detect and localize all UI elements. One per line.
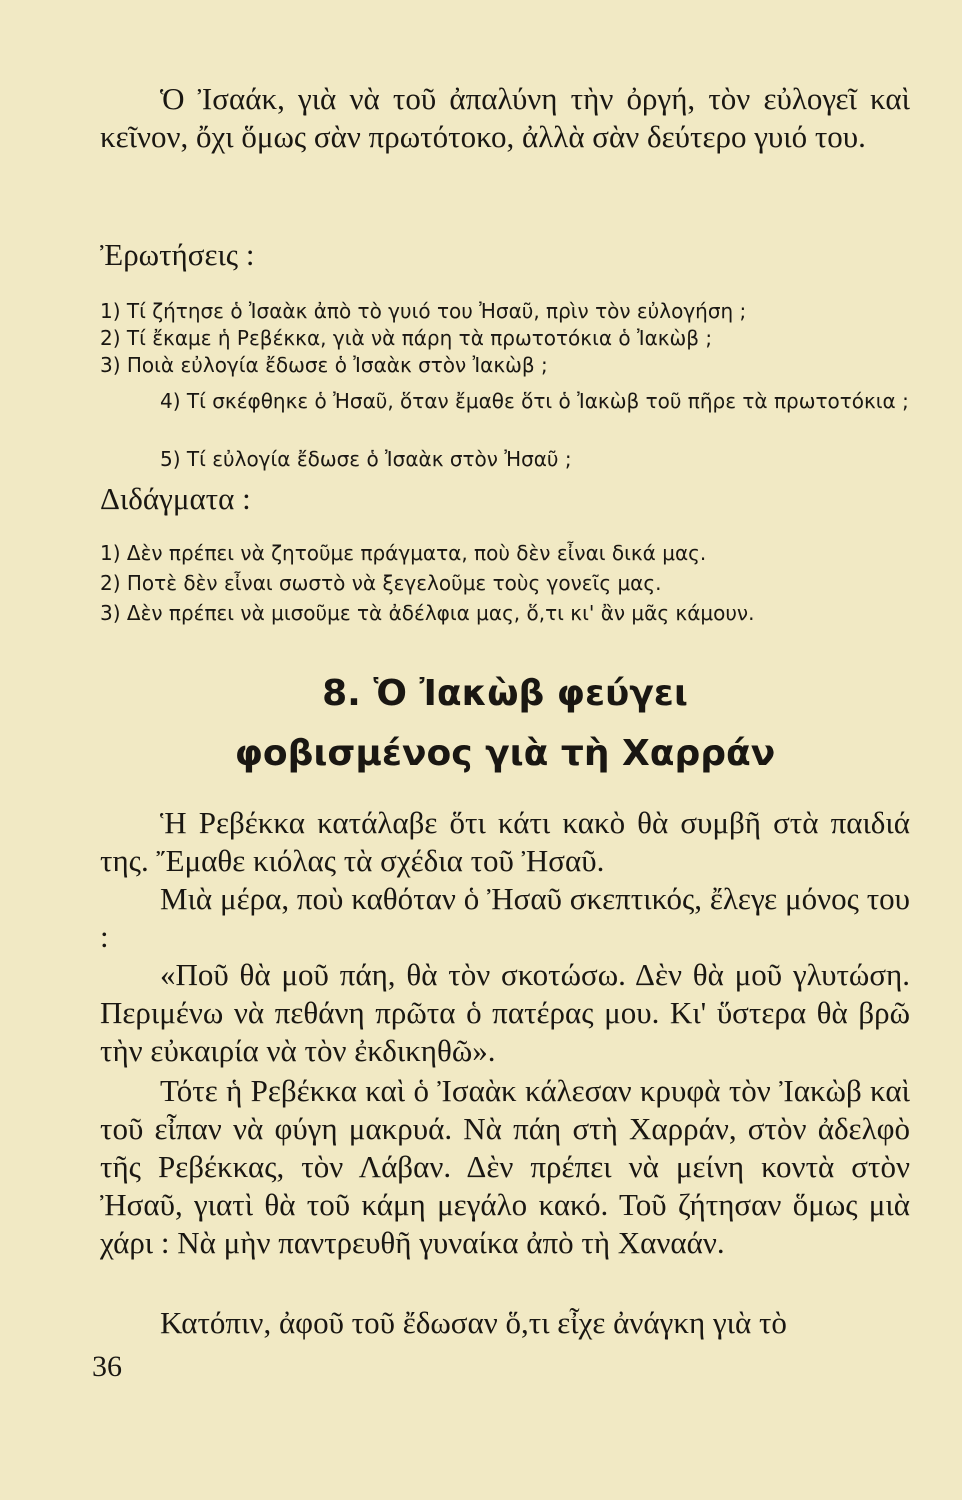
intro-paragraph: Ὁ Ἰσαάκ, γιὰ νὰ τοῦ ἀπαλύνη τὴν ὀργή, τὸν εὐλογεῖ καὶ κεῖνον, ὄχι ὅμως σὰν πρωτότοκο, ἀλλὰ σὰν δεύτερο γυιό του. bbox=[100, 81, 910, 154]
page-number: 36 bbox=[92, 1350, 122, 1383]
question-4: 4) Τί σκέφθηκε ὁ Ἠσαῦ, ὅταν ἔμαθε ὅτι ὁ Ἰακὼβ τοῦ πῆρε τὰ πρωτοτόκια ; bbox=[160, 389, 909, 413]
question-1: 1) Τί ζήτησε ὁ Ἰσαὰκ ἀπὸ τὸ γυιό του Ἠσαῦ, πρὶν τὸν εὐλογήση ; bbox=[100, 299, 747, 323]
chapter-title-line-1: 8. Ὁ Ἰακὼβ φεύγει bbox=[322, 673, 688, 714]
body-paragraph-5: Κατόπιν, ἀφοῦ τοῦ ἔδωσαν ὅ,τι εἶχε ἀνάγκη γιὰ τὸ bbox=[160, 1305, 787, 1340]
question-2: 2) Τί ἔκαμε ἡ Ρεβέκκα, γιὰ νὰ πάρη τὰ πρωτοτόκια ὁ Ἰακὼβ ; bbox=[100, 326, 713, 350]
lesson-3: 3) Δὲν πρέπει νὰ μισοῦμε τὰ ἀδέλφια μας, ὅ,τι κι' ἂν μᾶς κάμουν. bbox=[100, 601, 755, 625]
questions-heading: Ἐρωτήσεις : bbox=[100, 237, 255, 272]
lessons-heading: Διδάγματα : bbox=[100, 481, 251, 516]
question-5: 5) Τί εὐλογία ἔδωσε ὁ Ἰσαὰκ στὸν Ἠσαῦ ; bbox=[160, 447, 572, 471]
chapter-title-line-2: φοβισμένος γιὰ τὴ Χαρράν bbox=[234, 733, 776, 774]
lesson-1: 1) Δὲν πρέπει νὰ ζητοῦμε πράγματα, ποὺ δὲν εἶναι δικά μας. bbox=[100, 541, 707, 565]
body-paragraph-3: «Ποῦ θὰ μοῦ πάη, θὰ τὸν σκοτώσω. Δὲν θὰ μοῦ γλυτώση. Περιμένω νὰ πεθάνη πρῶτα ὁ πατέρας μου. Κι' ὕστερα θὰ βρῶ τὴν εὐκαιρία νὰ τὸν ἐκδικηθῶ». bbox=[100, 957, 910, 1068]
question-3: 3) Ποιὰ εὐλογία ἔδωσε ὁ Ἰσαὰκ στὸν Ἰακὼβ ; bbox=[100, 353, 548, 377]
lesson-2: 2) Ποτὲ δὲν εἶναι σωστὸ νὰ ξεγελοῦμε τοὺς γονεῖς μας. bbox=[100, 571, 662, 595]
body-paragraph-1: Ἡ Ρεβέκκα κατάλαβε ὅτι κάτι κακὸ θὰ συμβῆ στὰ παιδιά της. Ἔμαθε κιόλας τὰ σχέδια τοῦ Ἠσαῦ. bbox=[100, 805, 910, 878]
body-paragraph-4: Τότε ἡ Ρεβέκκα καὶ ὁ Ἰσαὰκ κάλεσαν κρυφὰ τὸν Ἰακὼβ καὶ τοῦ εἶπαν νὰ φύγη μακρυά. Νὰ πάη στὴ Χαρράν, στὸν ἀδελφὸ τῆς Ρεβέκκας, τὸν Λάβαν. Δὲν πρέπει νὰ μείνη κοντὰ στὸν Ἠσαῦ, γιατὶ θὰ τοῦ κάμη μεγάλο κακό. Τοῦ ζήτησαν ὅμως μιὰ χάρι : Νὰ μὴν παντρευθῆ γυναίκα ἀπὸ τὴ Χαναάν. bbox=[100, 1073, 910, 1260]
body-paragraph-2: Μιὰ μέρα, ποὺ καθόταν ὁ Ἠσαῦ σκεπτικός, ἔλεγε μόνος του : bbox=[100, 881, 910, 954]
